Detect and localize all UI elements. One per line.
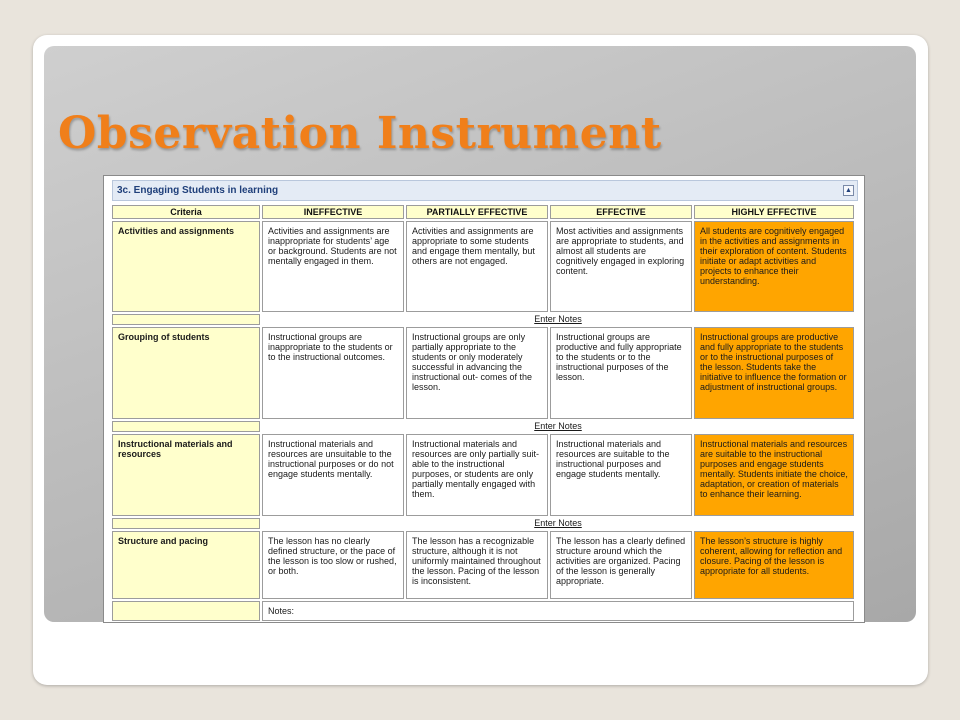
highly-effective-cell: Instructional groups are productive and fully appropriate to the students or to the instructional purposes of the lesson. Students take the initiative to influence the formation or adjustment of instructional groups. (694, 327, 854, 419)
notes-row (112, 314, 854, 325)
partially-effective-cell: Instructional groups are only partially appropriate to the students or only moderately successful in advancing the instructional out- comes of the lesson. (406, 327, 548, 419)
header-ineffective: INEFFECTIVE (262, 205, 404, 219)
effective-cell: Instructional materials and resources are suitable to the instructional purposes and engage students mentally. (550, 434, 692, 516)
notes-link-cell (262, 314, 854, 325)
header-partially-effective: PARTIALLY EFFECTIVE (406, 205, 548, 219)
collapse-icon[interactable]: ▲ (843, 185, 854, 196)
header-row (112, 205, 854, 219)
rubric-table (110, 203, 856, 622)
enter-notes-link[interactable]: Enter Notes (534, 518, 582, 528)
ineffective-cell: Instructional groups are inappropriate to the students or to the instructional outcomes. (262, 327, 404, 419)
criteria-cell: Structure and pacing (112, 531, 260, 599)
notes-link-cell (262, 421, 854, 432)
rubric-screenshot (104, 176, 864, 622)
notes-label: Notes: (262, 601, 854, 621)
criteria-cell: Instructional materials and resources (112, 434, 260, 516)
table-row (112, 327, 854, 419)
table-row (112, 434, 854, 516)
header-criteria: Criteria (112, 205, 260, 219)
criteria-cell: Grouping of students (112, 327, 260, 419)
ineffective-cell: Activities and assignments are inappropriate for students’ age or background. Students are not mentally engaged in them. (262, 221, 404, 312)
criteria-cell: Activities and assignments (112, 221, 260, 312)
criteria-spacer (112, 518, 260, 529)
header-highly-effective: HIGHLY EFFECTIVE (694, 205, 854, 219)
header-effective: EFFECTIVE (550, 205, 692, 219)
effective-cell: Instructional groups are productive and fully appropriate to the students or to the instructional purposes of the lesson. (550, 327, 692, 419)
enter-notes-link[interactable]: Enter Notes (534, 314, 582, 324)
table-row (112, 221, 854, 312)
criteria-spacer (112, 314, 260, 325)
criteria-spacer (112, 421, 260, 432)
ineffective-cell: The lesson has no clearly defined structure, or the pace of the lesson is too slow or rushed, or both. (262, 531, 404, 599)
ineffective-cell: Instructional materials and resources are unsuitable to the instructional purposes or do not engage students mentally. (262, 434, 404, 516)
partially-effective-cell: The lesson has a recognizable structure, although it is not uniformly maintained throughout the lesson. Pacing of the lesson is inconsistent. (406, 531, 548, 599)
effective-cell: The lesson has a clearly defined structure around which the activities are organized. Pacing of the lesson is generally appropriate. (550, 531, 692, 599)
notes-row (112, 601, 854, 621)
notes-row (112, 421, 854, 432)
highly-effective-cell: All students are cognitively engaged in the activities and assignments in their exploration of content. Students initiate or adapt activities and projects to enhance their understanding. (694, 221, 854, 312)
enter-notes-link[interactable]: Enter Notes (534, 421, 582, 431)
slide-title: Observation Instrument (58, 108, 662, 159)
partially-effective-cell: Instructional materials and resources are only partially suit- able to the instructional purposes, or students are only partially mentally engaged with them. (406, 434, 548, 516)
rubric-container (112, 180, 858, 622)
criteria-spacer (112, 601, 260, 621)
notes-link-cell (262, 518, 854, 529)
highly-effective-cell: Instructional materials and resources are suitable to the instructional purposes and engage students mentally. Students initiate the choice, adaptation, or creation of materials to enhance their learning. (694, 434, 854, 516)
table-row (112, 531, 854, 599)
section-title: 3c. Engaging Students in learning (117, 185, 279, 196)
effective-cell: Most activities and assignments are appropriate to students, and almost all students are cognitively engaged in exploring content. (550, 221, 692, 312)
highly-effective-cell: The lesson’s structure is highly coherent, allowing for reflection and closure. Pacing of the lesson is appropriate for all students. (694, 531, 854, 599)
notes-row (112, 518, 854, 529)
section-header (112, 180, 858, 201)
partially-effective-cell: Activities and assignments are appropriate to some students and engage them mentally, but others are not engaged. (406, 221, 548, 312)
